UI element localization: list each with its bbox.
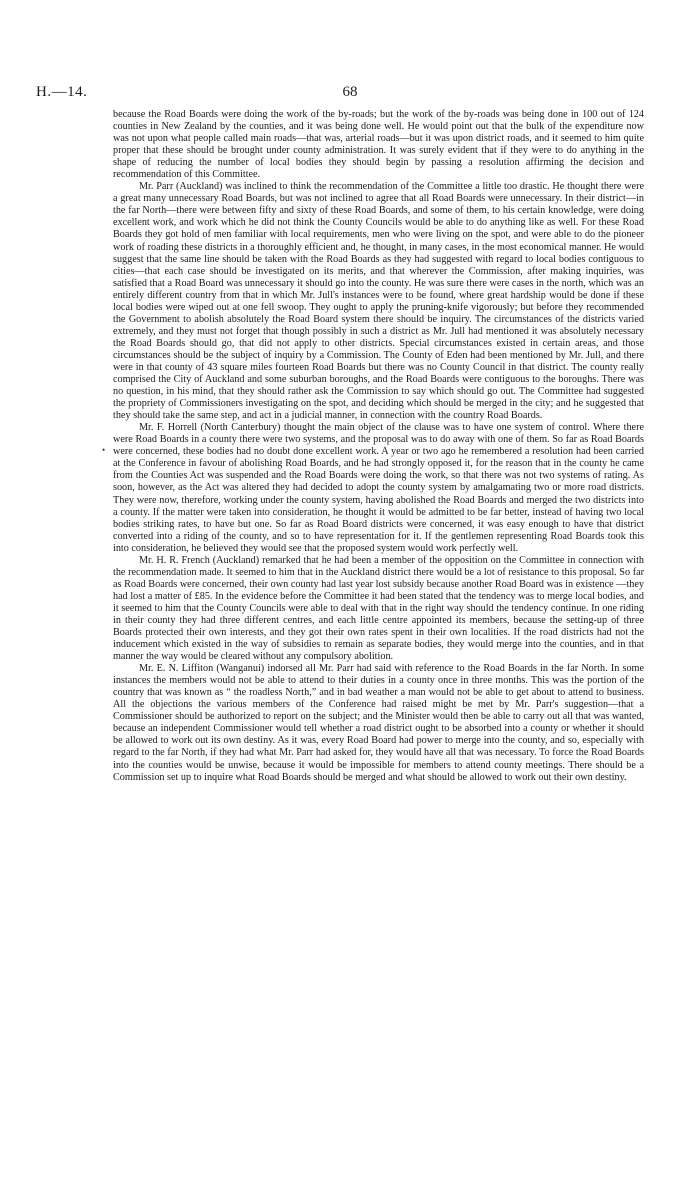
paragraph: Mr. Parr (Auckland) was inclined to think the recommendation of the Committee a little too drastic. He thought there were a great many unnecessary Road Boards, but was not inclined to agree that all Road Boards were unnecessary. In their district—in the far North—there were between fifty and sixty of these Road Boards, and some of them, to his certain knowledge, were doing excellent work, and work which he did not think the County Councils would be able to do anything like as well. For these Road Boards they got hold of men familiar with local requirements, men who were living on the spot, and were able to do the pioneer work of roading these districts in a thoroughly efficient and, he thought, in many cases, in the most economical manner. He would suggest that the same line should be taken with the Road Boards as they had suggested with regard to local bodies contiguous to cities—that each case should be investigated on its merits, and that wherever the Commission, after making inquiries, was satisfied that a Road Board was unnecessary it should go into the county. He was sure there were cases in the north, which was an entirely different country from that in which Mr. Jull's instances were to be found, where great hardship would be done if these local bodies were wiped out at one fell swoop. They ought to apply the pruning-knife vigorously; but before they recommended the Government to abolish absolutely the Road Board system there should be inquiry. The circumstances of the districts varied extremely, and they must not forget that though possibly in such a district as Mr. Jull had mentioned it was absolutely necessary the Road Boards should go, that did not apply to other districts. Special circumstances existed in certain areas, and those circumstances should be the subject of inquiry by a Commission. The County of Eden had been mentioned by Mr. Jull, and there were in that county of 43 square miles fourteen Road Boards but there was no County Council in that district. The county really comprised the City of Auckland and some suburban boroughs, and the Road Boards were contiguous to the boroughs. There was no question, in his mind, that they should rather ask the Commission to say which should go out. The Committee had suggested the propriety of Commissioners investigating on the spot, and deciding which should be merged in the city; and he suggested that they should take the same step, and act in a judicial manner, in connection with the country Road Boards.	[113, 181, 644, 422]
paragraph: because the Road Boards were doing the work of the by-roads; but the work of the by-roads was being done in 100 out of 124 counties in New Zealand by the counties, and it was being done well. He would point out that the bulk of the expenditure now was not upon what people called main roads—that was, arterial roads—but it was upon district roads, and it seemed to him quite proper that these should be brought under county administration. It was surely evident that if they were to do anything in the shape of reducing the number of local bodies they should begin by passing a resolution affirming the decision and recommendation of this Committee.	[113, 109, 644, 181]
body-text	[113, 109, 644, 784]
paragraph: Mr. E. N. Liffiton (Wanganui) indorsed all Mr. Parr had said with reference to the Road Boards in the far North. In some instances the members would not be able to attend to their duties in a county once in three months. This was the portion of the country that was known as “ the roadless North,” and in bad weather a man would not be able to get about to attend to business. All the objections the various members of the Conference had raised might be met by Mr. Parr's suggestion—that a Commissioner should be authorized to report on the subject; and the Minister would then be able to carry out all that was wanted, because an independent Commissioner would tell whether a road district ought to be absorbed into a county or whether it should be allowed to work out its own destiny. As it was, every Road Board had power to merge into the county, and so, especially with regard to the far North, if they had what Mr. Parr had asked for, they would have all that was necessary. To force the Road Boards into the counties would be unwise, because it would be impossible for members to attend county meetings. There should be a Commission set up to inquire what Road Boards should be merged and what should be allowed to work out their own destiny.	[113, 663, 644, 783]
margin-bullet-mark: •	[102, 445, 106, 455]
page-number: 68	[342, 84, 358, 100]
paragraph: Mr. F. Horrell (North Canterbury) thought the main object of the clause was to have one system of control. Where there were Road Boards in a county there were two systems, and the proposal was to do away with one of them. So far as Road Boards were concerned, these bodies had no doubt done excellent work. A year or two ago he remembered a resolution had been carried at the Conference in favour of abolishing Road Boards, and he had strongly opposed it, for the reason that in the county he came from the Counties Act was suspended and the Road Boards were doing the work, so that there was not two systems of rating. As soon, however, as the Act was altered they had decided to adopt the county system by amalgamating two or more road districts. They were now, therefore, working under the county system, having abolished the Road Boards and merged the two districts into a county. If the matter were taken into consideration, he thought it would be admitted to be far better, instead of having two local bodies striking rates, to have but one. So far as Road Board districts were concerned, it was easy enough to have that district converted into a riding of the county, and so to have representation for it. If the gentlemen representing Road Boards took this into consideration, he believed they would see that the proposed system would work perfectly well.	[113, 422, 644, 554]
document-code: H.—14.	[36, 84, 88, 100]
paragraph: Mr. H. R. French (Auckland) remarked that he had been a member of the opposition on the Committee in connection with the recommendation made. It seemed to him that in the Auckland district there would be a lot of resistance to this proposal. So far as Road Boards were concerned, their own county had last year lost subsidy because another Road Board was in existence —they had lost a matter of £85. In the evidence before the Committee it had been stated that the tendency was to merge local bodies, and it seemed to him that the County Councils were able to deal with that in the right way should the tendency continue. In one riding in their county they had three different centres, and each little centre appointed its members, because the setting-up of three Boards protected their own interests, and they got their own rates spent in their own localities. If the road districts had not the inducement which existed in the way of subsidies to remain as separate bodies, they would merge into the counties, and in that manner the way would be cleared without any compulsory abolition.	[113, 554, 644, 663]
